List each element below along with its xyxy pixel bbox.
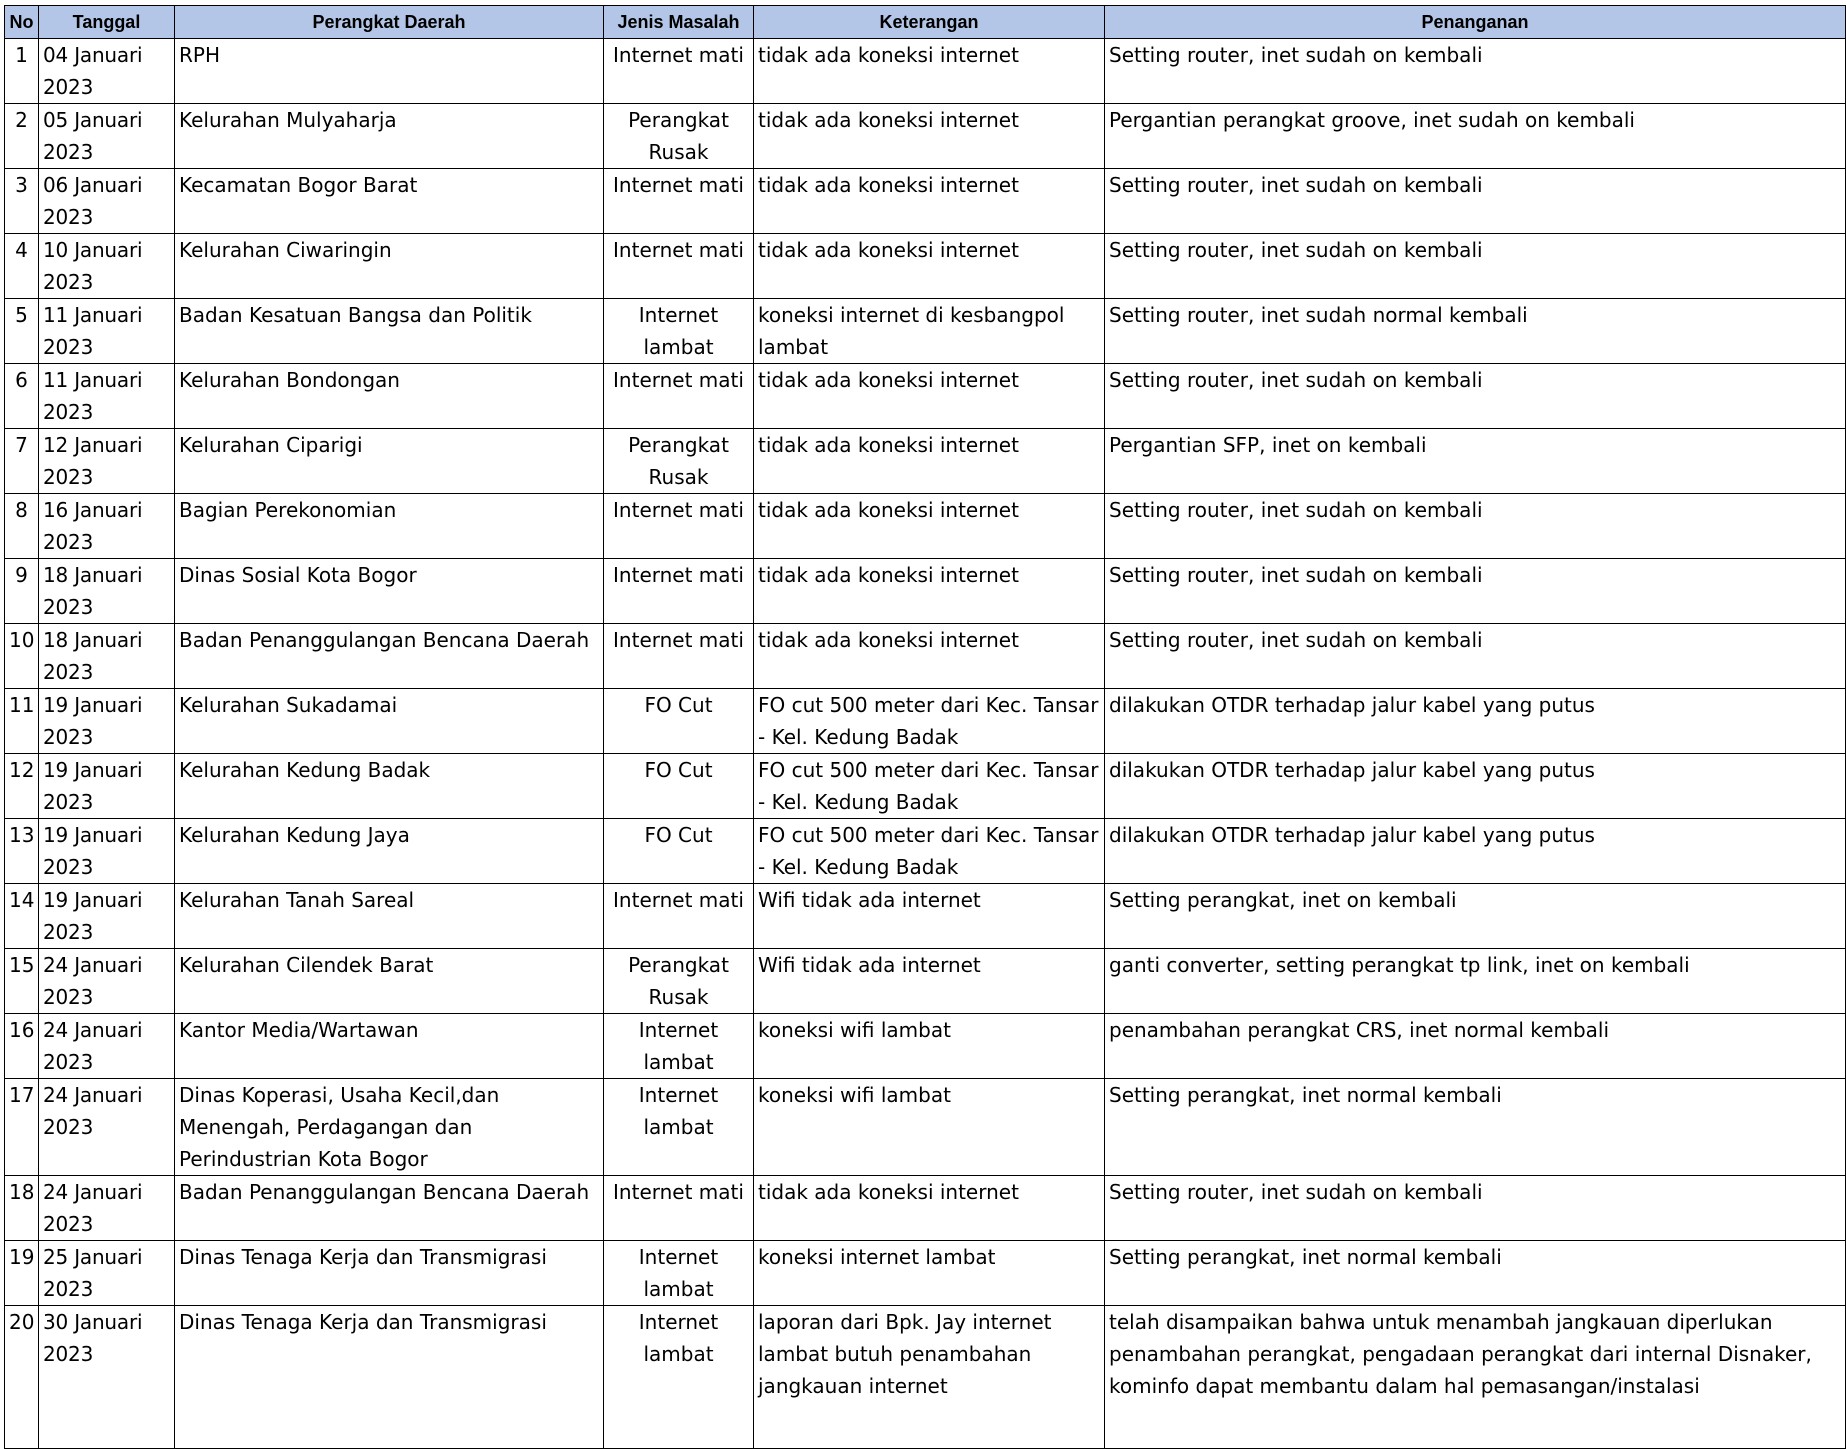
cell-keterangan[interactable]: koneksi wifi lambat — [754, 1079, 1105, 1176]
cell-jenis-masalah[interactable]: Internet mati — [604, 559, 754, 624]
cell-keterangan[interactable]: laporan dari Bpk. Jay internet lambat butuh penambahan jangkauan internet — [754, 1306, 1105, 1449]
cell-no[interactable]: 8 — [5, 494, 39, 559]
cell-tanggal[interactable]: 19 Januari 2023 — [39, 754, 175, 819]
table-row — [5, 1079, 1846, 1176]
cell-no[interactable]: 14 — [5, 884, 39, 949]
table-row — [5, 429, 1846, 494]
table-row — [5, 169, 1846, 234]
cell-penanganan[interactable]: dilakukan OTDR terhadap jalur kabel yang putus — [1105, 689, 1846, 754]
cell-jenis-masalah[interactable]: Internet mati — [604, 624, 754, 689]
cell-no[interactable]: 13 — [5, 819, 39, 884]
cell-penanganan[interactable]: penambahan perangkat CRS, inet normal kembali — [1105, 1014, 1846, 1079]
cell-jenis-masalah[interactable]: Internet lambat — [604, 1306, 754, 1449]
cell-penanganan[interactable]: Setting perangkat, inet normal kembali — [1105, 1079, 1846, 1176]
cell-keterangan[interactable]: tidak ada koneksi internet — [754, 104, 1105, 169]
cell-penanganan[interactable]: Pergantian perangkat groove, inet sudah on kembali — [1105, 104, 1846, 169]
cell-no[interactable]: 11 — [5, 689, 39, 754]
cell-keterangan[interactable]: tidak ada koneksi internet — [754, 39, 1105, 104]
cell-no[interactable]: 4 — [5, 234, 39, 299]
table-row — [5, 234, 1846, 299]
cell-perangkat-daerah[interactable]: Dinas Tenaga Kerja dan Transmigrasi — [175, 1241, 604, 1306]
cell-jenis-masalah[interactable]: Internet lambat — [604, 299, 754, 364]
cell-perangkat-daerah[interactable]: Kecamatan Bogor Barat — [175, 169, 604, 234]
cell-penanganan[interactable]: Setting router, inet sudah on kembali — [1105, 364, 1846, 429]
table-row — [5, 39, 1846, 104]
cell-keterangan[interactable]: tidak ada koneksi internet — [754, 169, 1105, 234]
cell-no[interactable]: 16 — [5, 1014, 39, 1079]
cell-penanganan[interactable]: ganti converter, setting perangkat tp link, inet on kembali — [1105, 949, 1846, 1014]
header-jenis-masalah[interactable]: Jenis Masalah — [604, 6, 754, 39]
cell-no[interactable]: 7 — [5, 429, 39, 494]
table-row — [5, 884, 1846, 949]
cell-perangkat-daerah[interactable]: Kelurahan Kedung Badak — [175, 754, 604, 819]
cell-perangkat-daerah[interactable]: Kelurahan Kedung Jaya — [175, 819, 604, 884]
cell-perangkat-daerah[interactable]: Kelurahan Sukadamai — [175, 689, 604, 754]
table-row — [5, 949, 1846, 1014]
cell-keterangan[interactable]: FO cut 500 meter dari Kec. Tansar - Kel. Kedung Badak — [754, 819, 1105, 884]
cell-no[interactable]: 12 — [5, 754, 39, 819]
cell-penanganan[interactable]: Setting router, inet sudah on kembali — [1105, 494, 1846, 559]
cell-tanggal[interactable]: 12 Januari 2023 — [39, 429, 175, 494]
header-perangkat-daerah[interactable]: Perangkat Daerah — [175, 6, 604, 39]
cell-no[interactable]: 18 — [5, 1176, 39, 1241]
cell-jenis-masalah[interactable]: FO Cut — [604, 689, 754, 754]
cell-jenis-masalah[interactable]: Internet lambat — [604, 1014, 754, 1079]
table-header — [5, 6, 1846, 39]
cell-perangkat-daerah[interactable]: Kelurahan Cilendek Barat — [175, 949, 604, 1014]
cell-no[interactable]: 6 — [5, 364, 39, 429]
cell-penanganan[interactable]: dilakukan OTDR terhadap jalur kabel yang putus — [1105, 754, 1846, 819]
cell-keterangan[interactable]: koneksi internet di kesbangpol lambat — [754, 299, 1105, 364]
header-row — [5, 6, 1846, 39]
table-row — [5, 494, 1846, 559]
cell-perangkat-daerah[interactable]: Dinas Sosial Kota Bogor — [175, 559, 604, 624]
cell-perangkat-daerah[interactable]: Badan Penanggulangan Bencana Daerah — [175, 624, 604, 689]
cell-keterangan[interactable]: tidak ada koneksi internet — [754, 364, 1105, 429]
table-row — [5, 104, 1846, 169]
cell-no[interactable]: 9 — [5, 559, 39, 624]
table-row — [5, 1306, 1846, 1449]
header-penanganan[interactable]: Penanganan — [1105, 6, 1846, 39]
cell-perangkat-daerah[interactable]: Kelurahan Tanah Sareal — [175, 884, 604, 949]
cell-jenis-masalah[interactable]: Internet lambat — [604, 1241, 754, 1306]
cell-tanggal[interactable]: 24 Januari 2023 — [39, 1079, 175, 1176]
cell-keterangan[interactable]: koneksi internet lambat — [754, 1241, 1105, 1306]
cell-perangkat-daerah[interactable]: Kantor Media/Wartawan — [175, 1014, 604, 1079]
cell-no[interactable]: 3 — [5, 169, 39, 234]
cell-keterangan[interactable]: tidak ada koneksi internet — [754, 1176, 1105, 1241]
cell-tanggal[interactable]: 04 Januari 2023 — [39, 39, 175, 104]
table-row — [5, 364, 1846, 429]
cell-no[interactable]: 15 — [5, 949, 39, 1014]
cell-keterangan[interactable]: tidak ada koneksi internet — [754, 559, 1105, 624]
table-row — [5, 754, 1846, 819]
cell-penanganan[interactable]: Setting router, inet sudah on kembali — [1105, 1176, 1846, 1241]
cell-penanganan[interactable]: Setting perangkat, inet on kembali — [1105, 884, 1846, 949]
cell-jenis-masalah[interactable]: Internet lambat — [604, 1079, 754, 1176]
cell-keterangan[interactable]: tidak ada koneksi internet — [754, 494, 1105, 559]
header-no[interactable]: No — [5, 6, 39, 39]
table-row — [5, 559, 1846, 624]
cell-penanganan[interactable]: Setting router, inet sudah on kembali — [1105, 559, 1846, 624]
cell-perangkat-daerah[interactable]: Dinas Tenaga Kerja dan Transmigrasi — [175, 1306, 604, 1449]
cell-keterangan[interactable]: Wifi tidak ada internet — [754, 949, 1105, 1014]
cell-perangkat-daerah[interactable]: Bagian Perekonomian — [175, 494, 604, 559]
cell-tanggal[interactable]: 24 Januari 2023 — [39, 1014, 175, 1079]
cell-no[interactable]: 2 — [5, 104, 39, 169]
table-row — [5, 1241, 1846, 1306]
cell-jenis-masalah[interactable]: Perangkat Rusak — [604, 104, 754, 169]
cell-penanganan[interactable]: Setting router, inet sudah on kembali — [1105, 624, 1846, 689]
cell-tanggal[interactable]: 25 Januari 2023 — [39, 1241, 175, 1306]
cell-keterangan[interactable]: koneksi wifi lambat — [754, 1014, 1105, 1079]
table-row — [5, 819, 1846, 884]
cell-keterangan[interactable]: tidak ada koneksi internet — [754, 429, 1105, 494]
table-row — [5, 299, 1846, 364]
cell-tanggal[interactable]: 18 Januari 2023 — [39, 624, 175, 689]
cell-no[interactable]: 20 — [5, 1306, 39, 1449]
cell-no[interactable]: 5 — [5, 299, 39, 364]
cell-penanganan[interactable]: Setting router, inet sudah normal kembali — [1105, 299, 1846, 364]
cell-tanggal[interactable]: 19 Januari 2023 — [39, 884, 175, 949]
cell-tanggal[interactable]: 24 Januari 2023 — [39, 949, 175, 1014]
cell-penanganan[interactable]: dilakukan OTDR terhadap jalur kabel yang putus — [1105, 819, 1846, 884]
cell-penanganan[interactable]: Setting perangkat, inet normal kembali — [1105, 1241, 1846, 1306]
cell-tanggal[interactable]: 16 Januari 2023 — [39, 494, 175, 559]
cell-keterangan[interactable]: FO cut 500 meter dari Kec. Tansar - Kel. Kedung Badak — [754, 689, 1105, 754]
cell-jenis-masalah[interactable]: Internet mati — [604, 494, 754, 559]
cell-penanganan[interactable]: Setting router, inet sudah on kembali — [1105, 169, 1846, 234]
cell-jenis-masalah[interactable]: Internet mati — [604, 1176, 754, 1241]
cell-tanggal[interactable]: 18 Januari 2023 — [39, 559, 175, 624]
cell-keterangan[interactable]: tidak ada koneksi internet — [754, 234, 1105, 299]
header-tanggal[interactable]: Tanggal — [39, 6, 175, 39]
cell-tanggal[interactable]: 06 Januari 2023 — [39, 169, 175, 234]
cell-tanggal[interactable]: 05 Januari 2023 — [39, 104, 175, 169]
cell-penanganan[interactable]: telah disampaikan bahwa untuk menambah jangkauan diperlukan penambahan perangkat, pengadaan perangkat dari internal Disnaker, kominfo dapat membantu dalam hal pemasangan/instalasi — [1105, 1306, 1846, 1449]
cell-tanggal[interactable]: 19 Januari 2023 — [39, 689, 175, 754]
cell-tanggal[interactable]: 30 Januari 2023 — [39, 1306, 175, 1449]
cell-no[interactable]: 17 — [5, 1079, 39, 1176]
cell-penanganan[interactable]: Setting router, inet sudah on kembali — [1105, 234, 1846, 299]
cell-perangkat-daerah[interactable]: Badan Kesatuan Bangsa dan Politik — [175, 299, 604, 364]
cell-no[interactable]: 1 — [5, 39, 39, 104]
cell-perangkat-daerah[interactable]: Kelurahan Bondongan — [175, 364, 604, 429]
cell-jenis-masalah[interactable]: FO Cut — [604, 819, 754, 884]
cell-keterangan[interactable]: Wifi tidak ada internet — [754, 884, 1105, 949]
cell-jenis-masalah[interactable]: FO Cut — [604, 754, 754, 819]
cell-perangkat-daerah[interactable]: Dinas Koperasi, Usaha Kecil,dan Menengah, Perdagangan dan Perindustrian Kota Bogor — [175, 1079, 604, 1176]
cell-tanggal[interactable]: 24 Januari 2023 — [39, 1176, 175, 1241]
cell-jenis-masalah[interactable]: Internet mati — [604, 39, 754, 104]
cell-tanggal[interactable]: 19 Januari 2023 — [39, 819, 175, 884]
table-row — [5, 1014, 1846, 1079]
cell-tanggal[interactable]: 11 Januari 2023 — [39, 364, 175, 429]
cell-no[interactable]: 10 — [5, 624, 39, 689]
cell-penanganan[interactable]: Pergantian SFP, inet on kembali — [1105, 429, 1846, 494]
cell-perangkat-daerah[interactable]: Kelurahan Ciwaringin — [175, 234, 604, 299]
cell-perangkat-daerah[interactable]: Badan Penanggulangan Bencana Daerah — [175, 1176, 604, 1241]
cell-perangkat-daerah[interactable]: RPH — [175, 39, 604, 104]
cell-tanggal[interactable]: 11 Januari 2023 — [39, 299, 175, 364]
cell-perangkat-daerah[interactable]: Kelurahan Mulyaharja — [175, 104, 604, 169]
header-keterangan[interactable]: Keterangan — [754, 6, 1105, 39]
cell-penanganan[interactable]: Setting router, inet sudah on kembali — [1105, 39, 1846, 104]
table-row — [5, 689, 1846, 754]
cell-jenis-masalah[interactable]: Internet mati — [604, 169, 754, 234]
cell-perangkat-daerah[interactable]: Kelurahan Ciparigi — [175, 429, 604, 494]
cell-jenis-masalah[interactable]: Perangkat Rusak — [604, 429, 754, 494]
table-body — [5, 39, 1846, 1449]
table-row — [5, 1176, 1846, 1241]
cell-jenis-masalah[interactable]: Internet mati — [604, 234, 754, 299]
cell-tanggal[interactable]: 10 Januari 2023 — [39, 234, 175, 299]
cell-jenis-masalah[interactable]: Internet mati — [604, 364, 754, 429]
cell-no[interactable]: 19 — [5, 1241, 39, 1306]
cell-keterangan[interactable]: FO cut 500 meter dari Kec. Tansar - Kel. Kedung Badak — [754, 754, 1105, 819]
cell-jenis-masalah[interactable]: Perangkat Rusak — [604, 949, 754, 1014]
cell-jenis-masalah[interactable]: Internet mati — [604, 884, 754, 949]
incident-log-table — [4, 5, 1846, 1449]
table-row — [5, 624, 1846, 689]
cell-keterangan[interactable]: tidak ada koneksi internet — [754, 624, 1105, 689]
